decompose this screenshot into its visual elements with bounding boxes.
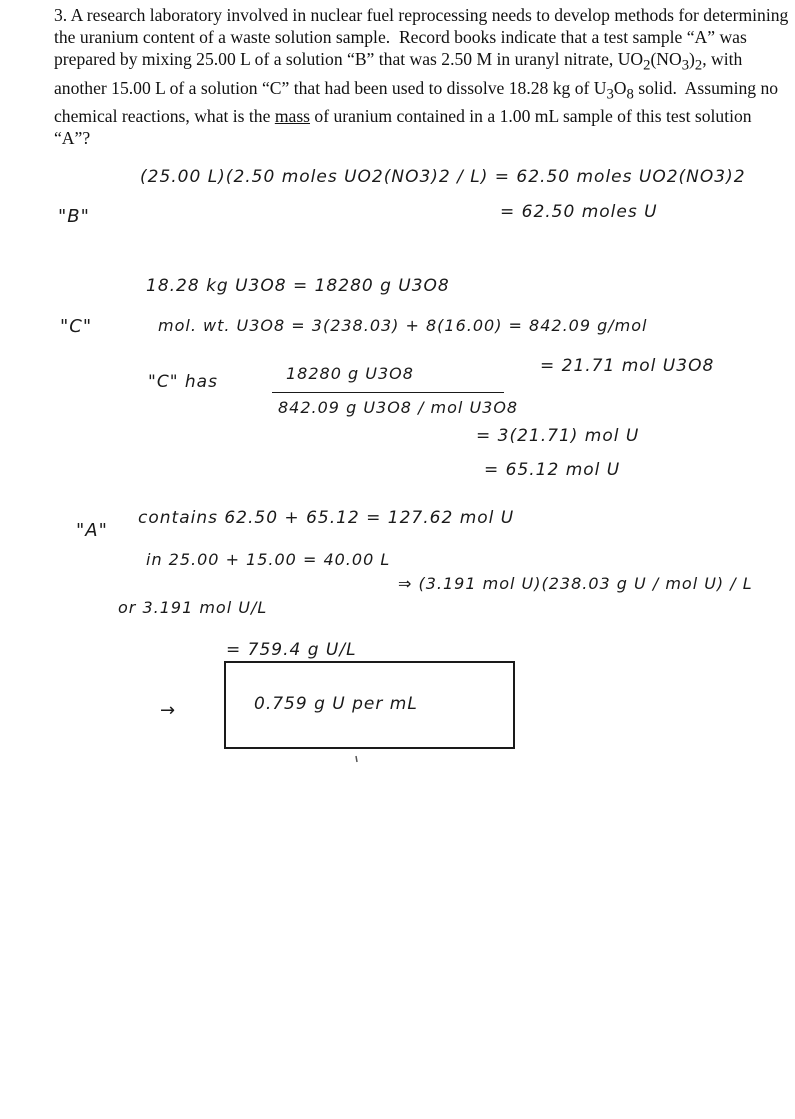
a-line2: in 25.00 + 15.00 = 40.00 L: [146, 550, 391, 569]
a-line3-left: or 3.191 mol U/L: [118, 598, 268, 617]
answer: 0.759 g U per mL: [254, 694, 418, 714]
label-a: "A": [76, 520, 108, 541]
a-line1: contains 62.50 + 65.12 = 127.62 mol U: [138, 508, 515, 528]
a-line3-right: ⇒ (3.191 mol U)(238.03 g U / mol U) / L: [398, 574, 753, 593]
c-line2: mol. wt. U3O8 = 3(238.03) + 8(16.00) = 842.09 g/mol: [158, 316, 648, 335]
c-line1: 18.28 kg U3O8 = 18280 g U3O8: [146, 276, 450, 296]
c-fraction-denominator: 842.09 g U3O8 / mol U3O8: [278, 398, 519, 417]
c-has-label: "C" has: [148, 372, 218, 392]
stray-pen-mark: [356, 756, 357, 762]
b-line1: (25.00 L)(2.50 moles UO2(NO3)2 / L) = 62.50 moles UO2(NO3)2: [140, 167, 746, 187]
label-c: "C": [60, 316, 93, 337]
c-line5: = 65.12 mol U: [484, 460, 621, 480]
c-line4: = 3(21.71) mol U: [476, 426, 640, 446]
problem-number: 3.: [54, 5, 68, 25]
emphasized-mass: mass: [274, 106, 311, 127]
c-line3-result: = 21.71 mol U3O8: [540, 356, 715, 376]
a-line4: = 759.4 g U/L: [226, 640, 357, 660]
problem-text: A research laboratory involved in nuclear fuel reprocessing needs to develop methods for determining the uranium content of a waste solution sample. Record books indicate that a test sample “A” was prepared by mixing 25.00 L of a solution “B” that was 2.50 M in uranyl nitrate, $UO_2(NO_3)_2$, with another 15.00 L of a solution “C” that had been used to dissolve 18.28 kg of $U_3O_8$ solid. Assuming no chemical reactions, what is the mass of uranium contained in a 1.00 mL sample of this test solution “A”?: [54, 5, 789, 149]
arrow-icon: →: [160, 700, 177, 721]
b-line2: = 62.50 moles U: [500, 202, 658, 222]
c-fraction-numerator: 18280 g U3O8: [286, 364, 414, 383]
label-b: "B": [58, 206, 90, 227]
